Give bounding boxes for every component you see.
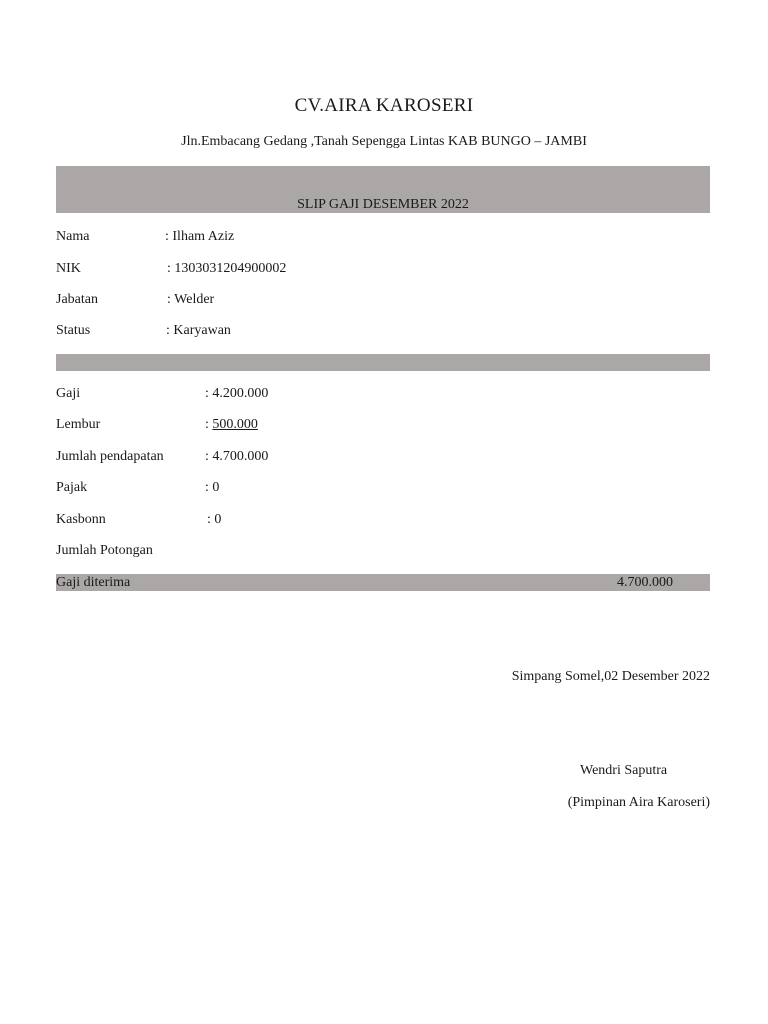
pendapatan-label: Jumlah pendapatan — [56, 449, 164, 464]
place-date: Simpang Somel,02 Desember 2022 — [511, 669, 710, 684]
pajak-label: Pajak — [56, 480, 88, 495]
signer-title: (Pimpinan Aira Karoseri) — [567, 795, 710, 810]
total-label: Gaji diterima — [56, 575, 131, 590]
slip-title: SLIP GAJI DESEMBER 2022 — [297, 197, 469, 212]
kasbonn-colon: : — [207, 512, 215, 527]
pajak-value-row — [205, 480, 219, 496]
employee-jabatan-label: Jabatan — [56, 292, 98, 307]
kasbonn-label: Kasbonn — [56, 512, 106, 527]
gaji-value-row — [205, 386, 268, 402]
potongan-label: Jumlah Potongan — [56, 543, 153, 558]
kasbonn-value-row — [207, 512, 221, 528]
pendapatan-value: 4.700.000 — [212, 449, 269, 464]
lembur-value: 500.000 — [212, 417, 258, 432]
kasbonn-value: 0 — [214, 512, 222, 527]
company-address: Jln.Embacang Gedang ,Tanah Sepengga Lintas KAB BUNGO – JAMBI — [181, 134, 587, 149]
total-band — [56, 574, 710, 591]
pajak-value: 0 — [212, 480, 220, 495]
employee-name-label: Nama — [56, 229, 90, 244]
company-name: CV.AIRA KAROSERI — [294, 95, 474, 116]
separator-band — [56, 354, 710, 371]
employee-status-label: Status — [56, 323, 91, 338]
gaji-colon: : — [205, 386, 213, 401]
signer-name: Wendri Saputra — [580, 763, 668, 778]
gaji-label: Gaji — [56, 386, 81, 401]
employee-jabatan-value: : Welder — [167, 292, 215, 307]
employee-name-value: : Ilham Aziz — [165, 229, 235, 244]
pendapatan-colon: : — [205, 449, 213, 464]
lembur-colon: : — [205, 417, 213, 432]
pendapatan-value-row — [205, 449, 268, 465]
employee-nik-value: : 1303031204900002 — [167, 261, 287, 276]
lembur-value-row — [205, 417, 258, 433]
gaji-value: 4.200.000 — [212, 386, 269, 401]
employee-nik-label: NIK — [56, 261, 81, 276]
lembur-label: Lembur — [56, 417, 101, 432]
total-value: 4.700.000 — [617, 575, 673, 590]
employee-status-value: : Karyawan — [166, 323, 231, 338]
pajak-colon: : — [205, 480, 213, 495]
